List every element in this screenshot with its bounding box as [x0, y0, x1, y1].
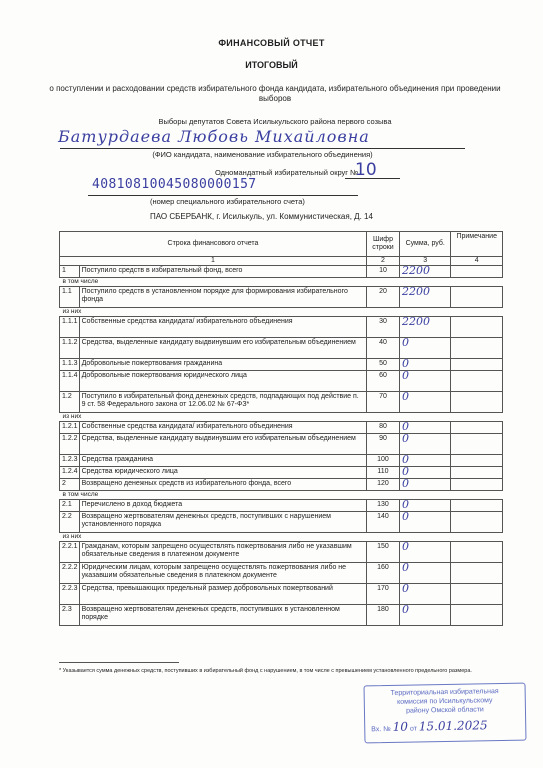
district-number: 10 [355, 160, 377, 180]
row-number: 2.2 [60, 512, 80, 533]
row-note [451, 359, 503, 371]
row-code: 170 [367, 584, 400, 605]
row-sum: 0 [399, 359, 451, 371]
candidate-name-handwritten: Батурдаева Любовь Михайловна [58, 127, 370, 146]
table-row [60, 392, 503, 413]
row-note [451, 434, 503, 455]
row-code: 10 [367, 266, 400, 278]
row-number: 1.2.1 [60, 422, 80, 434]
index-cell: 4 [451, 257, 503, 266]
row-number: 1.1.1 [60, 317, 80, 338]
row-number: 1.2.4 [60, 467, 80, 479]
row-text: Добровольные пожертвования гражданина [79, 359, 366, 371]
table-row [60, 266, 503, 278]
header-note: Примечание [451, 232, 503, 257]
district-label: Одномандатный избирательный округ № [215, 168, 359, 177]
table-row [60, 287, 503, 308]
row-note [451, 479, 503, 491]
candidate-underline [60, 148, 465, 149]
footnote-rule [59, 662, 179, 663]
row-text: Поступило средств в установленном порядке для формирования избирательного фонда [79, 287, 366, 308]
sub-label: из них [60, 533, 503, 542]
stamp-registration [371, 718, 488, 734]
sub-label: из них [60, 413, 503, 422]
table-row [60, 605, 503, 626]
table-row [60, 479, 503, 491]
row-code: 140 [367, 512, 400, 533]
row-number: 1.2 [60, 392, 80, 413]
account-caption: (номер специального избирательного счета) [150, 197, 305, 206]
row-note [451, 467, 503, 479]
row-code: 80 [367, 422, 400, 434]
row-number: 1.1 [60, 287, 80, 308]
row-sum: 0 [399, 371, 451, 392]
row-sum: 2200 [399, 317, 451, 338]
account-number: 40810810045080000157 [92, 177, 257, 192]
report-title: ФИНАНСОВЫЙ ОТЧЕТ [218, 38, 325, 48]
row-text: Средства, превышающих предельный размер добровольных пожертвований [79, 584, 366, 605]
table-row [60, 467, 503, 479]
report-subtitle: ИТОГОВЫЙ [245, 60, 298, 70]
sub-label-row [60, 278, 503, 287]
row-text: Средства, выделенные кандидату выдвинувшим его избирательным объединением [79, 434, 366, 455]
stamp-date-label: от [409, 725, 417, 733]
row-code: 50 [367, 359, 400, 371]
sub-label-row [60, 533, 503, 542]
row-code: 180 [367, 605, 400, 626]
row-note [451, 584, 503, 605]
stamp-date: 15.01.2025 [418, 718, 488, 734]
table-row [60, 359, 503, 371]
bank-name: ПАО СБЕРБАНК, г. Исилькуль, ул. Коммунистическая, Д. 14 [150, 212, 373, 221]
row-code: 120 [367, 479, 400, 491]
row-number: 1.1.3 [60, 359, 80, 371]
row-code: 60 [367, 371, 400, 392]
elections-name: Выборы депутатов Совета Исилькульского района первого созыва [158, 117, 392, 126]
header-code: Шифр строки [367, 232, 400, 257]
row-sum: 0 [399, 479, 451, 491]
report-description: о поступлении и расходовании средств избирательного фонда кандидата, избирательного объединения при проведении выборов [49, 84, 501, 103]
row-number: 1.2.3 [60, 455, 80, 467]
row-note [451, 512, 503, 533]
row-number: 1 [60, 266, 80, 278]
row-sum: 0 [399, 584, 451, 605]
row-text: Средства, выделенные кандидату выдвинувшим его избирательным объединением [79, 338, 366, 359]
index-cell: 1 [60, 257, 367, 266]
row-code: 100 [367, 455, 400, 467]
stamp-in-label: Вх. № [371, 725, 391, 734]
index-cell: 2 [367, 257, 400, 266]
row-text: Средства юридического лица [79, 467, 366, 479]
row-text: Поступило в избирательный фонд денежных средств, подпадающих под действие п. 9 ст. 58 Федерального закона от 12.06.02 № 67-ФЗ* [79, 392, 366, 413]
table-row [60, 455, 503, 467]
row-text: Поступило средств в избирательный фонд, всего [79, 266, 366, 278]
row-code: 40 [367, 338, 400, 359]
stamp-line: Территориальная избирательная [390, 688, 499, 697]
row-sum: 0 [399, 500, 451, 512]
row-text: Добровольные пожертвования юридического лица [79, 371, 366, 392]
row-text: Возвращено денежных средств из избирательного фонда, всего [79, 479, 366, 491]
table-header-row [60, 232, 503, 257]
row-note [451, 500, 503, 512]
row-sum: 0 [399, 542, 451, 563]
row-code: 20 [367, 287, 400, 308]
table-row [60, 500, 503, 512]
row-note [451, 317, 503, 338]
financial-table [59, 231, 503, 626]
row-number: 2.2.1 [60, 542, 80, 563]
stamp-line: району Омской области [406, 706, 484, 715]
row-sum: 0 [399, 338, 451, 359]
row-text: Средства гражданина [79, 455, 366, 467]
stamp-in-number: 10 [392, 719, 409, 734]
row-note [451, 422, 503, 434]
row-note [451, 287, 503, 308]
index-cell: 3 [399, 257, 451, 266]
row-text: Возвращено жертвователям денежных средств, поступивших в установленном порядке [79, 605, 366, 626]
row-sum: 0 [399, 455, 451, 467]
registration-stamp [364, 683, 527, 744]
row-note [451, 266, 503, 278]
row-code: 70 [367, 392, 400, 413]
row-code: 110 [367, 467, 400, 479]
row-sum: 0 [399, 512, 451, 533]
sub-label-row [60, 308, 503, 317]
sub-label-row [60, 413, 503, 422]
row-sum: 2200 [399, 287, 451, 308]
table-row [60, 542, 503, 563]
row-sum: 0 [399, 434, 451, 455]
index-row [60, 257, 503, 266]
row-sum: 2200 [399, 266, 451, 278]
row-number: 1.1.4 [60, 371, 80, 392]
row-note [451, 392, 503, 413]
table-row [60, 512, 503, 533]
row-sum: 0 [399, 605, 451, 626]
row-text: Собственные средства кандидата/ избирательного объединения [79, 317, 366, 338]
row-sum: 0 [399, 467, 451, 479]
row-sum: 0 [399, 422, 451, 434]
row-note [451, 371, 503, 392]
row-note [451, 338, 503, 359]
row-sum: 0 [399, 392, 451, 413]
row-note [451, 542, 503, 563]
row-code: 90 [367, 434, 400, 455]
sub-label-row [60, 491, 503, 500]
row-text: Перечислено в доход бюджета [79, 500, 366, 512]
table-row [60, 422, 503, 434]
header-sum: Сумма, руб. [399, 232, 451, 257]
row-number: 1.1.2 [60, 338, 80, 359]
row-code: 30 [367, 317, 400, 338]
row-number: 2.1 [60, 500, 80, 512]
row-number: 2.2.2 [60, 563, 80, 584]
row-code: 130 [367, 500, 400, 512]
table-row [60, 434, 503, 455]
sub-label: в том числе [60, 278, 503, 287]
footnote: * Указывается сумма денежных средств, поступивших в избирательный фонд с нарушением, в том числе с превышением установленного предельного размера. [59, 668, 472, 674]
table-row [60, 338, 503, 359]
row-text: Возвращено жертвователям денежных средств, поступивших с нарушением установленного порядка [79, 512, 366, 533]
table-row [60, 317, 503, 338]
row-code: 160 [367, 563, 400, 584]
row-code: 150 [367, 542, 400, 563]
row-number: 2.3 [60, 605, 80, 626]
row-note [451, 563, 503, 584]
row-text: Юридическим лицам, которым запрещено осуществлять пожертвования либо не указавшим обязательные сведения в платежном документе [79, 563, 366, 584]
table-row [60, 371, 503, 392]
row-note [451, 455, 503, 467]
sub-label: из них [60, 308, 503, 317]
table-row [60, 563, 503, 584]
account-underline [88, 195, 358, 196]
row-number: 1.2.2 [60, 434, 80, 455]
header-name: Строка финансового отчета [60, 232, 367, 257]
table-row [60, 584, 503, 605]
stamp-line: комиссия по Исилькульскому [397, 697, 493, 706]
row-sum: 0 [399, 563, 451, 584]
row-number: 2 [60, 479, 80, 491]
district-underline [345, 178, 400, 179]
row-text: Собственные средства кандидата/ избирательного объединения [79, 422, 366, 434]
sub-label: в том числе [60, 491, 503, 500]
row-note [451, 605, 503, 626]
row-text: Гражданам, которым запрещено осуществлять пожертвования либо не указавшим обязательные сведения в платежном документе [79, 542, 366, 563]
candidate-caption: (ФИО кандидата, наименование избирательного объединения) [152, 150, 373, 159]
row-number: 2.2.3 [60, 584, 80, 605]
